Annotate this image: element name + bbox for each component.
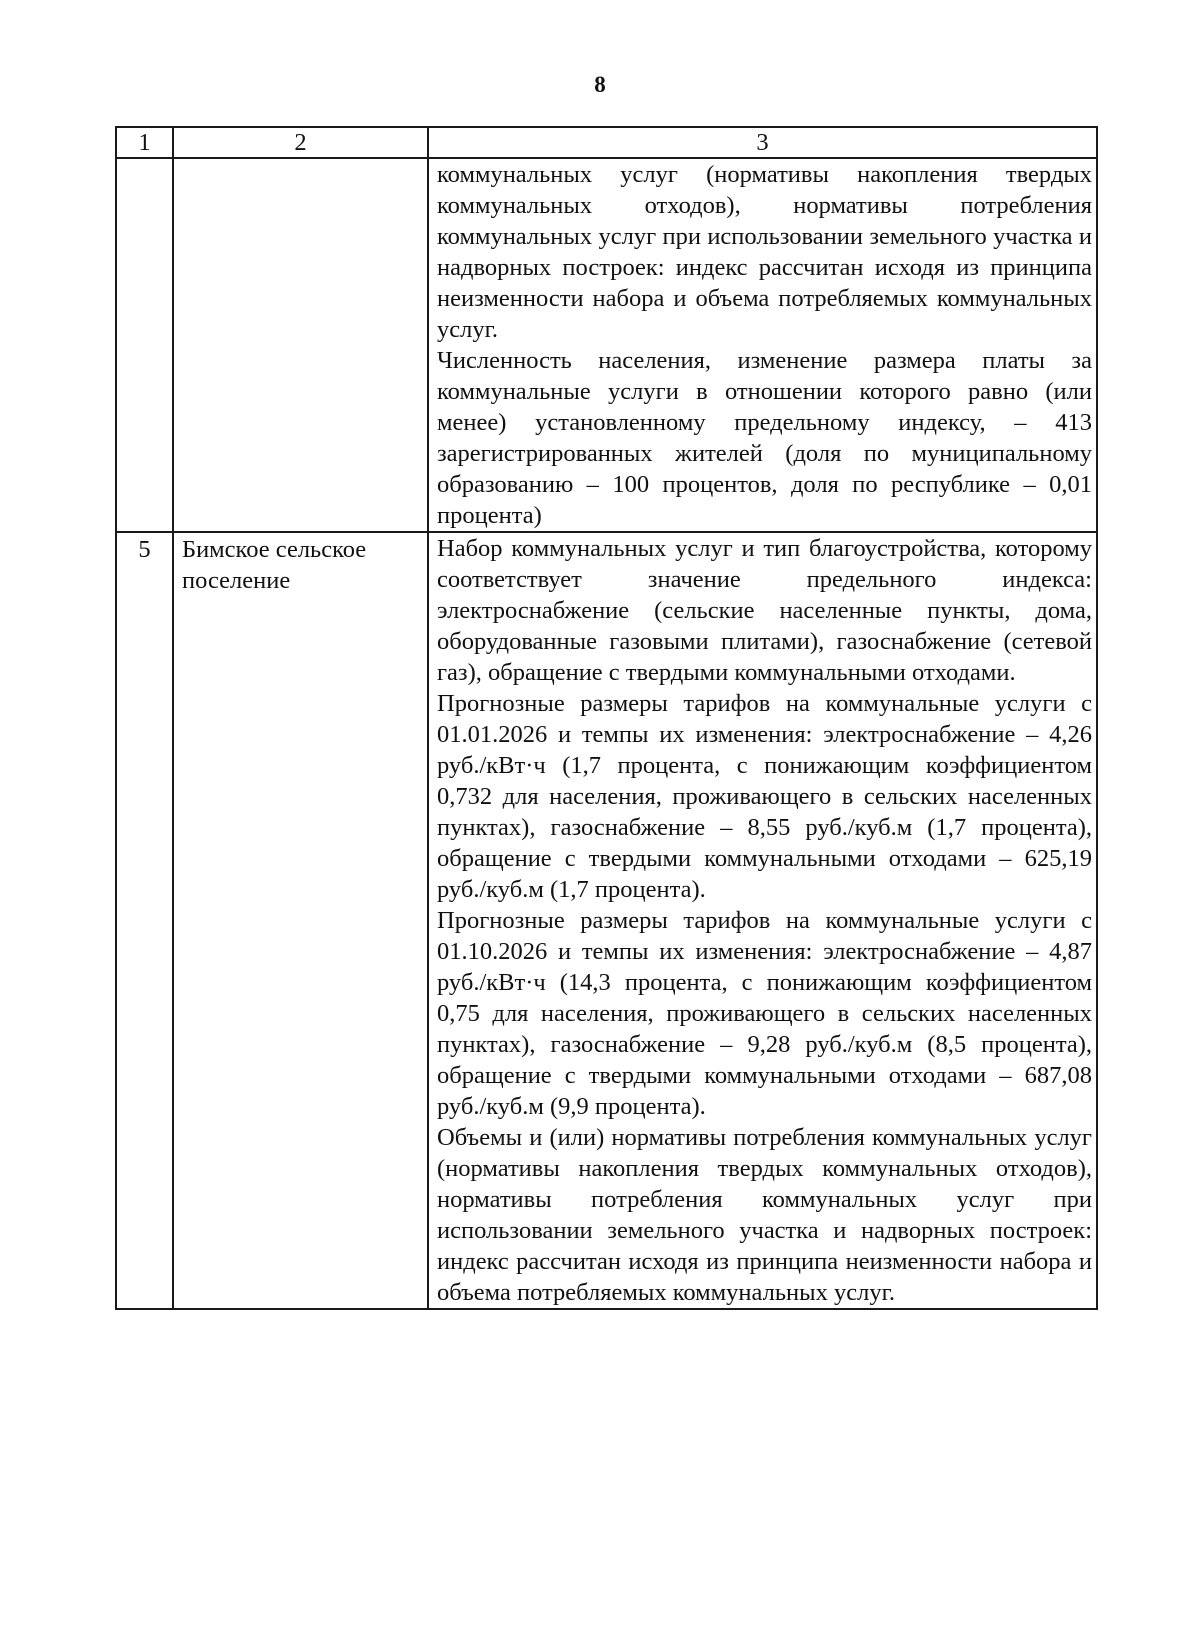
tariff-table <box>115 126 1098 1310</box>
description-paragraph: Объемы и (или) нормативы потребления коммунальных услуг (нормативы накопления твердых коммунальных отходов), нормативы потребления коммунальных услуг при использовании земельного участка и надворных построек: индекс рассчитан исходя из принципа неизменности набора и объема потребляемых коммунальных услуг. <box>437 1124 1092 1306</box>
row-number <box>116 158 173 532</box>
page-number: 8 <box>594 72 606 97</box>
row-number: 5 <box>116 532 173 1309</box>
description-paragraph: Численность населения, изменение размера платы за коммунальные услуги в отношении которого равно (или менее) установленному предельному индексу, – 413 зарегистрированных жителей (доля по муниципальному образованию – 100 процентов, доля по республике – 0,01 процента) <box>437 347 1092 529</box>
municipality-name <box>173 158 428 532</box>
header-col-3: 3 <box>428 127 1097 158</box>
table-row <box>116 158 1097 532</box>
description-paragraph: Прогнозные размеры тарифов на коммунальные услуги с 01.01.2026 и темпы их изменения: электроснабжение – 4,26 руб./кВт·ч (1,7 процента, с понижающим коэффициентом 0,732 для населения, проживающего в сельских населенных пунктах), газоснабжение – 8,55 руб./куб.м (1,7 процента), обращение с твердыми коммунальными отходами – 625,19 руб./куб.м (1,7 процента). <box>437 690 1092 903</box>
header-col-2: 2 <box>173 127 428 158</box>
description-cell <box>428 158 1097 532</box>
municipality-name: Бимское сельское поселение <box>173 532 428 1309</box>
description-paragraph: Набор коммунальных услуг и тип благоустройства, которому соответствует значение предельного индекса: электроснабжение (сельские населенные пункты, дома, оборудованные газовыми плитами), газоснабжение (сетевой газ), обращение с твердыми коммунальными отходами. <box>437 535 1092 686</box>
header-col-1: 1 <box>116 127 173 158</box>
description-paragraph: Прогнозные размеры тарифов на коммунальные услуги с 01.10.2026 и темпы их изменения: электроснабжение – 4,87 руб./кВт·ч (14,3 процента, с понижающим коэффициентом 0,75 для населения, проживающего в сельских населенных пунктах), газоснабжение – 9,28 руб./куб.м (8,5 процента), обращение с твердыми коммунальными отходами – 687,08 руб./куб.м (9,9 процента). <box>437 907 1092 1120</box>
table-header-row <box>116 127 1097 158</box>
description-paragraph: коммунальных услуг (нормативы накопления твердых коммунальных отходов), нормативы потребления коммунальных услуг при использовании земельного участка и надворных построек: индекс рассчитан исходя из принципа неизменности набора и объема потребляемых коммунальных услуг. <box>437 161 1092 343</box>
description-cell <box>428 532 1097 1309</box>
table-row <box>116 532 1097 1309</box>
